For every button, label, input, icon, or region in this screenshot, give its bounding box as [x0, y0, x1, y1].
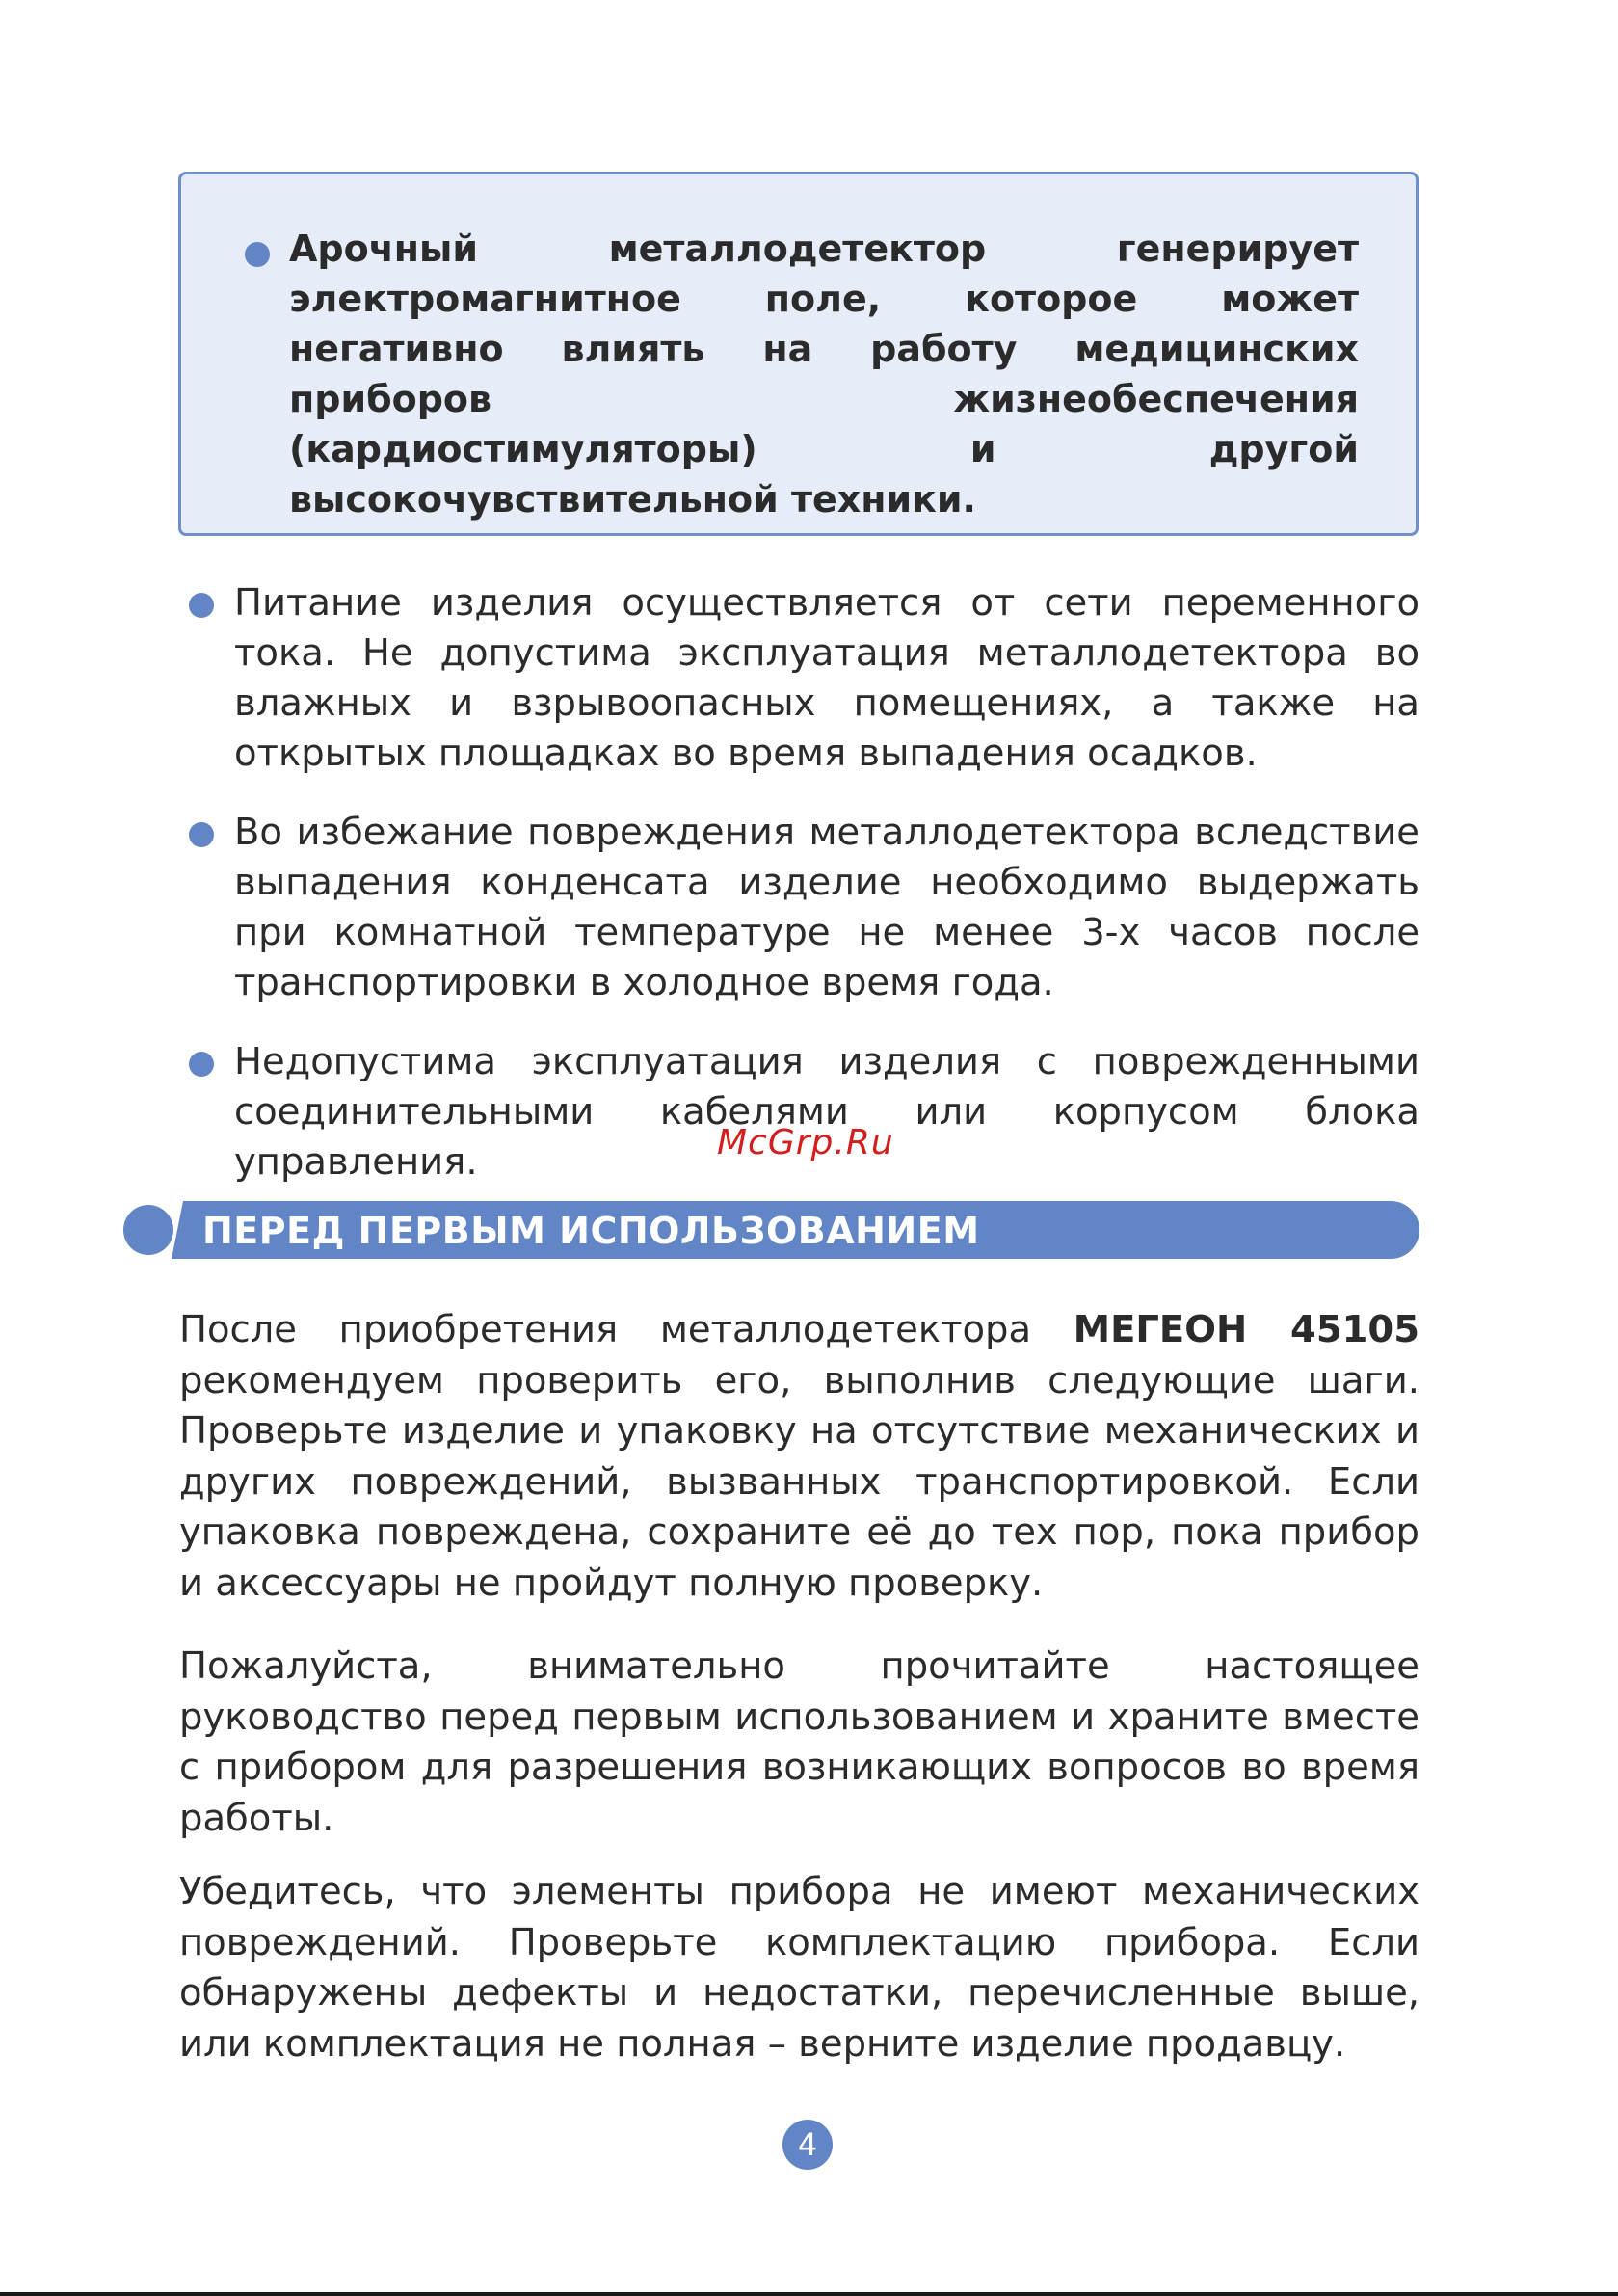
- paragraph-text: рекомендуем проверить его, выполнив следующие шаги. Проверьте изделие и упаковку на отсутствие механических и других повреждений, вызванных транспортировкой. Если упаковка повреждена, сохраните её до тех пор, пока прибор и аксессуары не пройдут полную проверку.: [179, 1358, 1419, 1605]
- list-item: Во избежание повреждения металлодетектора вследствие выпадения конденсата изделие необходимо выдержать при комнатной температуре не менее 3-х часов после транспортировки в холодное время года.: [234, 811, 1419, 1004]
- page-divider: [0, 2292, 1618, 2296]
- paragraph-text: После приобретения металлодетектора: [179, 1308, 1074, 1351]
- model-name: МЕГЕОН 45105: [1073, 1308, 1419, 1351]
- warning-text: Арочный металлодетектор генерирует электромагнитное поле, которое может негативно влиять на работу медицинских приборов жизнеобеспечения (кардиостимуляторы) и другой высокочувствительной техники.: [289, 227, 1359, 521]
- list-item: Недопустима эксплуатация изделия с поврежденными соединительными кабелями или корпусом блока управления.: [234, 1040, 1419, 1184]
- watermark-text: McGrp.Ru: [717, 1123, 894, 1162]
- section-circle-icon: [123, 1205, 173, 1255]
- bullet-icon: [189, 1052, 214, 1077]
- bullet-icon: [189, 822, 214, 847]
- paragraph: [179, 1305, 1419, 1609]
- section-title: ПЕРЕД ПЕРВЫМ ИСПОЛЬЗОВАНИЕМ: [202, 1210, 980, 1252]
- bullet-icon: [245, 242, 270, 267]
- list-item: Питание изделия осуществляется от сети переменного тока. Не допустима эксплуатация металлодетектора во влажных и взрывоопасных помещениях, а также на открытых площадках во время выпадения осадков.: [234, 581, 1419, 775]
- page-number: 4: [782, 2120, 833, 2170]
- bullet-icon: [189, 593, 214, 618]
- paragraph: Убедитесь, что элементы прибора не имеют механических повреждений. Проверьте комплектацию прибора. Если обнаружены дефекты и недостатки, перечисленные выше, или комплектация не полная – верните изделие продавцу.: [179, 1870, 1419, 2066]
- paragraph: Пожалуйста, внимательно прочитайте настоящее руководство перед первым использованием и храните вместе с прибором для разрешения возникающих вопросов во время работы.: [179, 1644, 1419, 1840]
